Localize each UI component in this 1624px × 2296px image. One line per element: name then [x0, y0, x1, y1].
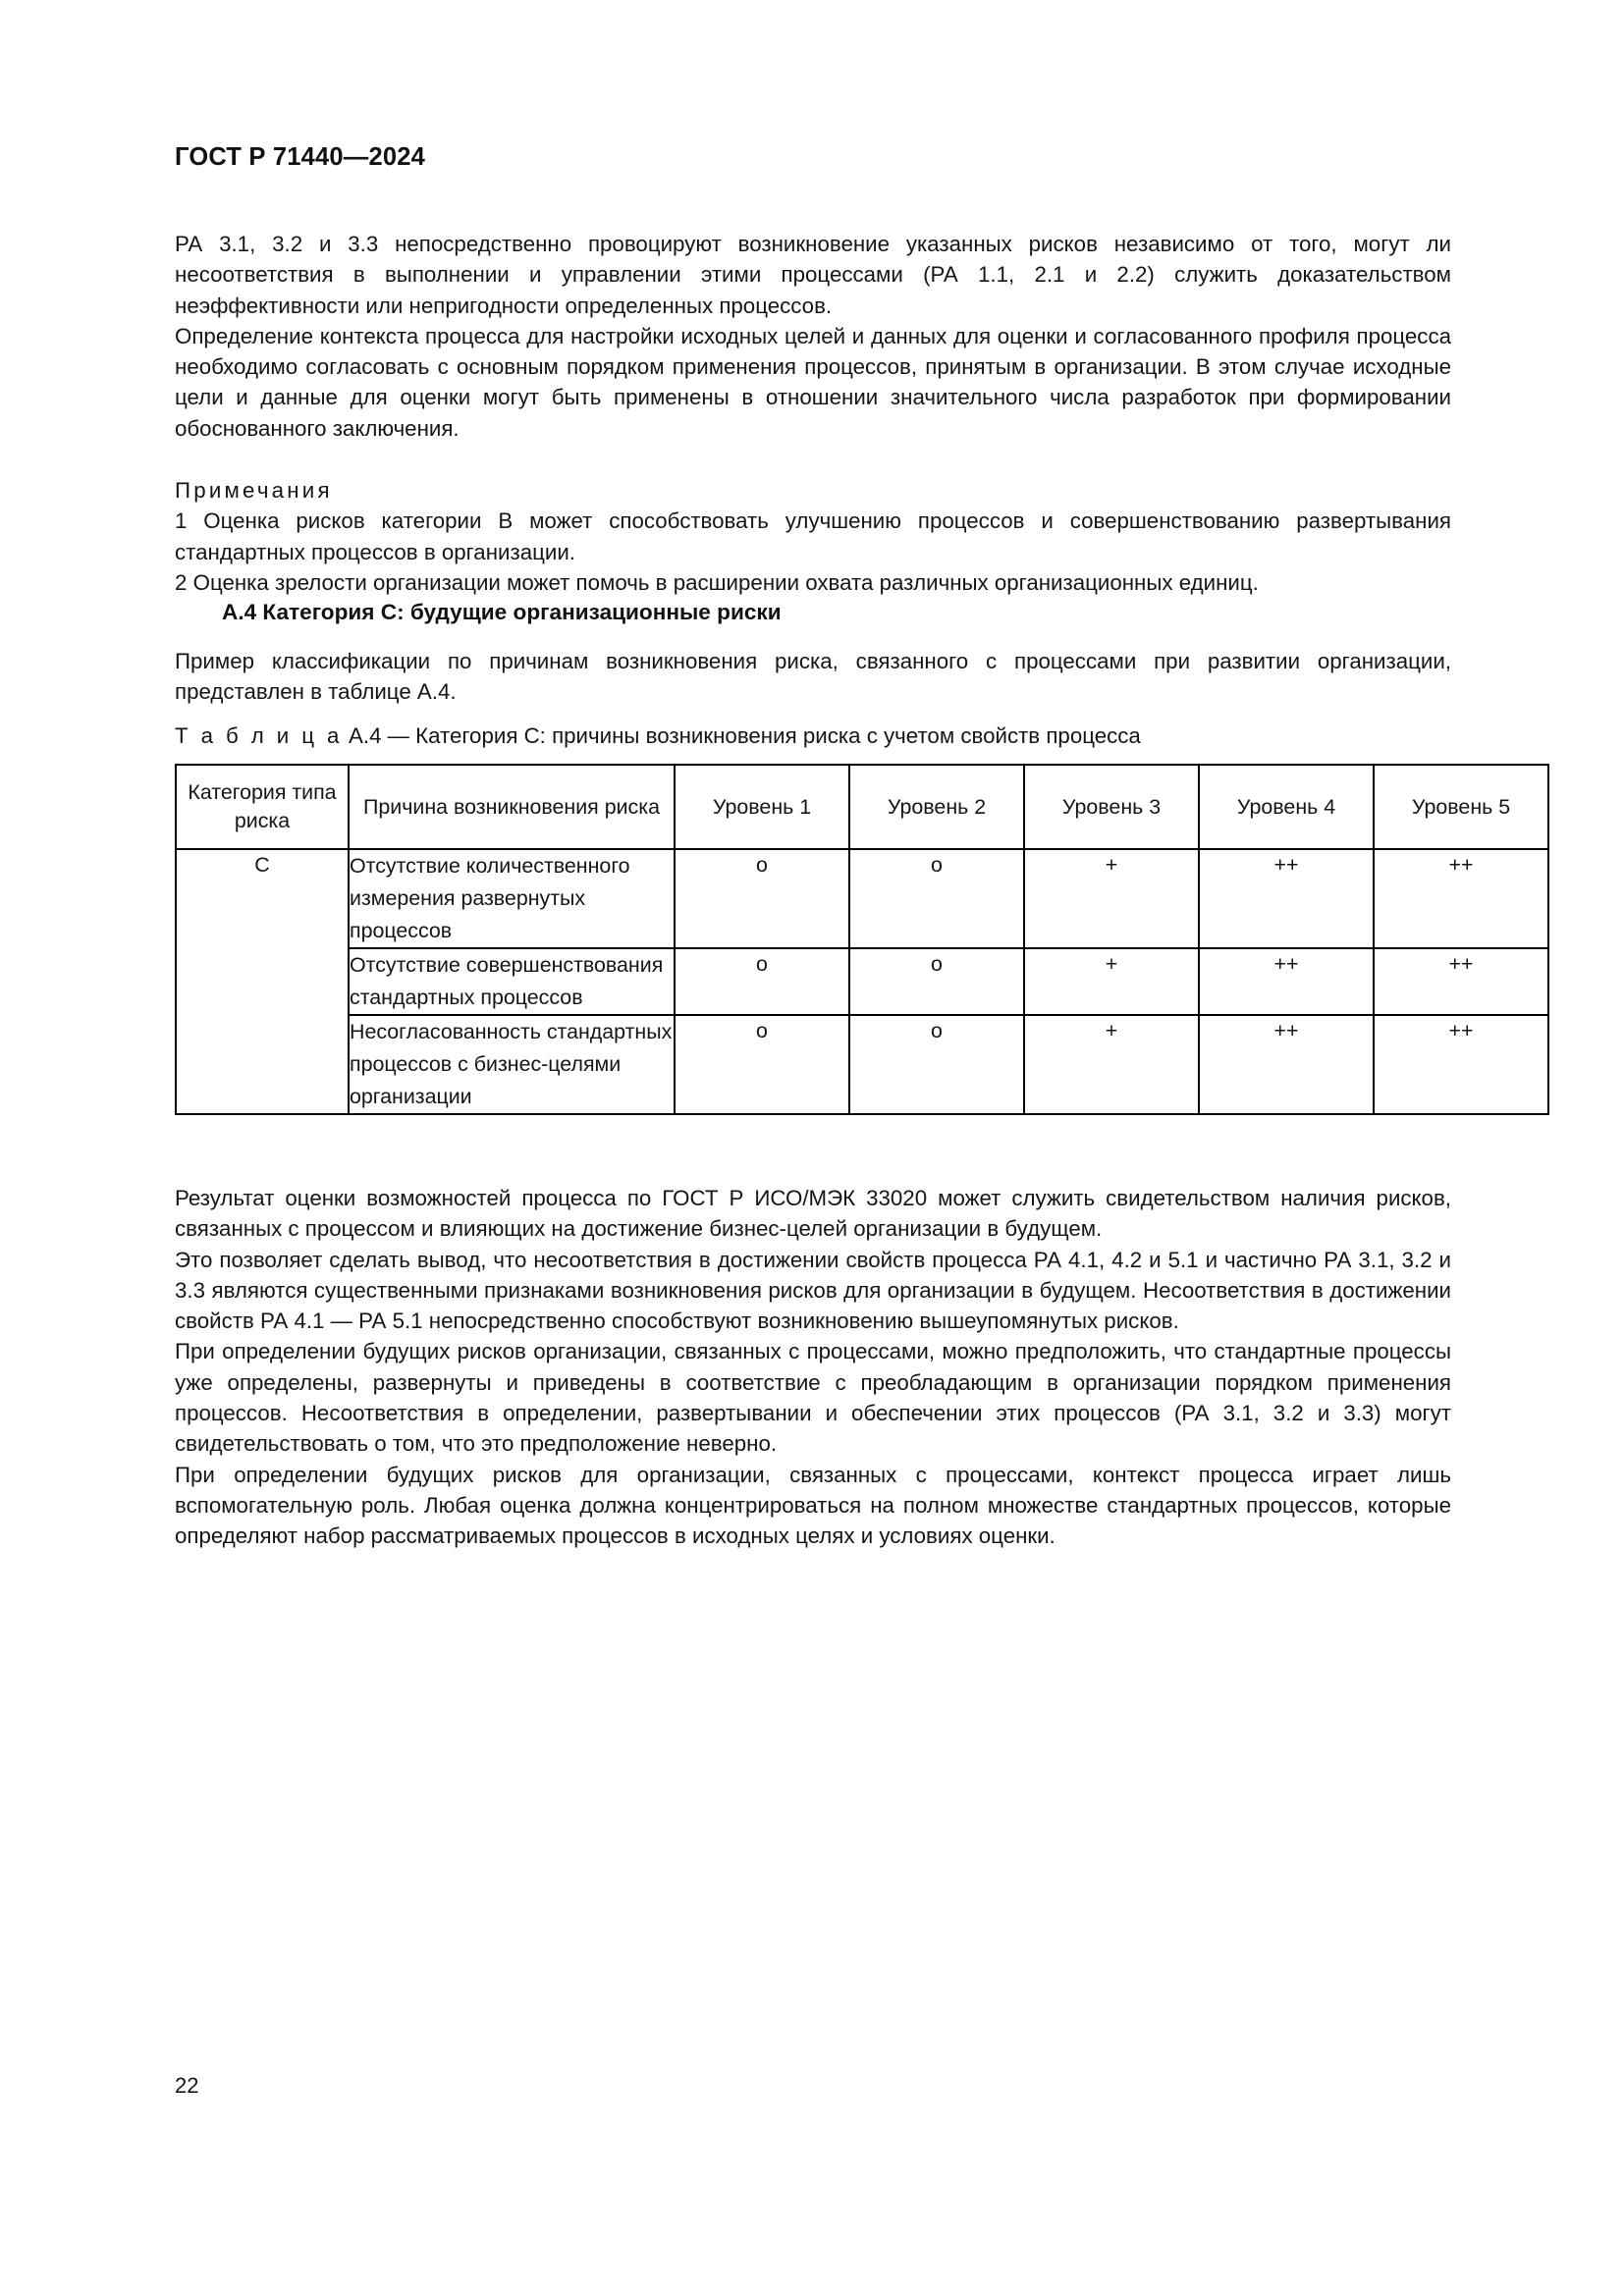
paragraph-block-example	[175, 646, 1451, 708]
table-header-level-4: Уровень 4	[1199, 765, 1374, 849]
cell-level-3: +	[1024, 948, 1199, 1015]
paragraph-process-context: Определение контекста процесса для настройки исходных целей и данных для оценки и согласованного профиля процесса необходимо согласовать с основным порядком применения процессов, принятым в организации. В этом случае исходные цели и данные для оценки могут быть применены в отношении значительного числа разработок при формировании обоснованного заключения.	[175, 323, 1451, 441]
cell-level-2: o	[849, 1015, 1024, 1114]
table-caption-text: А.4 — Категория С: причины возникновения риска с учетом свойств процесса	[349, 723, 1141, 748]
cell-level-3: +	[1024, 849, 1199, 948]
table-header-cause: Причина возникновения риска	[349, 765, 675, 849]
risk-cause-table	[175, 764, 1549, 1115]
cell-level-1: o	[675, 948, 849, 1015]
cell-level-5: ++	[1374, 948, 1548, 1015]
cell-level-1: o	[675, 849, 849, 948]
table-header-level-3: Уровень 3	[1024, 765, 1199, 849]
cell-risk-category: С	[176, 849, 349, 1114]
note-item-1: 1 Оценка рисков категории В может способствовать улучшению процессов и совершенствованию развертывания стандартных процессов в организации.	[175, 508, 1451, 564]
table-header-category: Категория типа риска	[176, 765, 349, 849]
cell-level-1: o	[675, 1015, 849, 1114]
table-header-level-2: Уровень 2	[849, 765, 1024, 849]
paragraph-capability-result: Результат оценки возможностей процесса по ГОСТ Р ИСО/МЭК 33020 может служить свидетельством наличия рисков, связанных с процессом и влияющих на достижение бизнес-целей организации в будущем.	[175, 1186, 1451, 1242]
note-item-2: 2 Оценка зрелости организации может помочь в расширении охвата различных организационных единиц.	[175, 569, 1259, 595]
table-header-level-1: Уровень 1	[675, 765, 849, 849]
paragraph-context-role: При определении будущих рисков для организации, связанных с процессами, контекст процесса играет лишь вспомогательную роль. Любая оценка должна концентрироваться на полном множестве стандартных процессов, которые определяют набор рассматриваемых процессов в исходных целях и условиях оценки.	[175, 1462, 1451, 1549]
table-head	[176, 765, 1548, 849]
cell-cause: Несогласованность стандартных процессов с бизнес-целями организации	[349, 1015, 675, 1114]
table-row	[176, 1015, 1548, 1114]
document-standard-header: ГОСТ Р 71440—2024	[175, 143, 426, 171]
cell-cause: Отсутствие количественного измерения развернутых процессов	[349, 849, 675, 948]
table-header-row	[176, 765, 1548, 849]
cell-level-2: o	[849, 849, 1024, 948]
paragraph-future-risks-assumption: При определении будущих рисков организации, связанных с процессами, можно предположить, что стандартные процессы уже определены, развернуты и приведены в соответствие с преобладающим в организации порядком применения процессов. Несоответствия в определении, развертывании и обеспечении этих процессов (РА 3.1, 3.2 и 3.3) могут свидетельствовать о том, что это предположение неверно.	[175, 1339, 1451, 1457]
table-row	[176, 948, 1548, 1015]
paragraph-pa-risks: РА 3.1, 3.2 и 3.3 непосредственно провоцируют возникновение указанных рисков независимо от того, могут ли несоответствия в выполнении и управлении этими процессами (РА 1.1, 2.1 и 2.2) служить доказательством неэффективности или непригодности определенных процессов.	[175, 232, 1451, 318]
table-body	[176, 849, 1548, 1114]
table-header-level-5: Уровень 5	[1374, 765, 1548, 849]
section-heading-a4: А.4 Категория С: будущие организационные риски	[222, 600, 782, 624]
cell-cause: Отсутствие совершенствования стандартных процессов	[349, 948, 675, 1015]
table-row	[176, 849, 1548, 948]
cell-level-4: ++	[1199, 849, 1374, 948]
notes-block	[175, 475, 1451, 598]
cell-level-3: +	[1024, 1015, 1199, 1114]
table-caption	[175, 721, 1141, 751]
paragraph-conclusion-pa: Это позволяет сделать вывод, что несоответствия в достижении свойств процесса РА 4.1, 4.2 и 5.1 и частично РА 3.1, 3.2 и 3.3 являются существенными признаками возникновения рисков для организации в будущем. Несоответствия в достижении свойств РА 4.1 — РА 5.1 непосредственно способствуют возникновению вышеупомянутых рисков.	[175, 1247, 1451, 1334]
paragraph-block-intro	[175, 229, 1451, 444]
paragraph-block-conclusion	[175, 1183, 1451, 1552]
cell-level-2: o	[849, 948, 1024, 1015]
page-number: 22	[175, 2073, 199, 2098]
cell-level-5: ++	[1374, 849, 1548, 948]
notes-title: Примечания	[175, 478, 333, 503]
table-caption-lead: Т а б л и ц а	[175, 723, 343, 748]
cell-level-4: ++	[1199, 948, 1374, 1015]
cell-level-4: ++	[1199, 1015, 1374, 1114]
cell-level-5: ++	[1374, 1015, 1548, 1114]
paragraph-classification-example: Пример классификации по причинам возникновения риска, связанного с процессами при развитии организации, представлен в таблице А.4.	[175, 649, 1451, 705]
